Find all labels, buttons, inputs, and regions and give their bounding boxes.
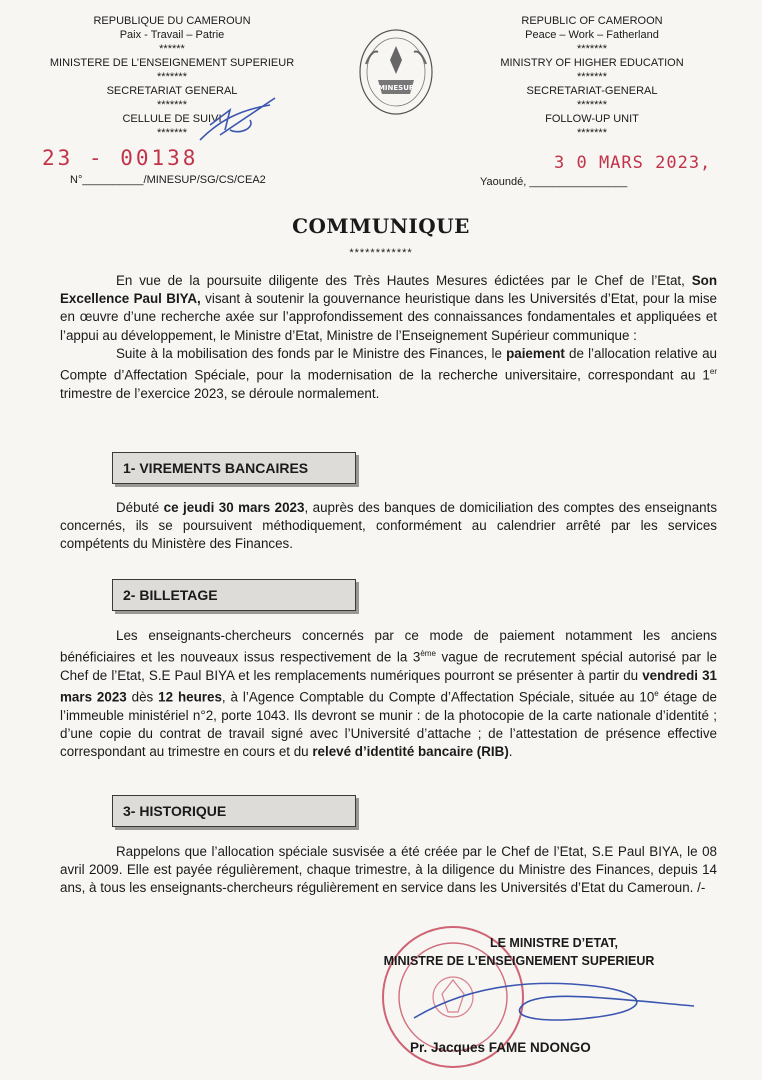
ministry-en: MINISTRY OF HIGHER EDUCATION [500,57,684,69]
separator: ******* [157,71,187,83]
motto-en: Peace – Work – Fatherland [525,29,659,41]
country-en: REPUBLIC OF CAMEROON [521,15,663,27]
section-heading-virements: 1- VIREMENTS BANCAIRES [112,452,356,484]
reference-stamp-number: 23 - 00138 [42,146,199,170]
separator: ******* [577,71,607,83]
intro-paragraph: En vue de la poursuite diligente des Très Hautes Mesures édictées par le Chef de l’Etat, Son Excellence Paul BIYA, visant à soutenir la gouvernance heuristique dans les Universités d’Etat, pour la mise en œuvre d’une recherche axée sur l’approfondissement des connaissances fondamentales et appliquées et l’appui au développement, le Ministre d’Etat, Ministre de l’Enseignement Supérieur communique : [60,273,717,343]
place-date-line: Yaoundé, ________________ [480,176,628,188]
section-heading-billetage: 2- BILLETAGE [112,579,356,611]
signatory-name: Pr. Jacques FAME NDONGO [410,1040,591,1055]
section-virements-text: Débuté ce jeudi 30 mars 2023, auprès des banques de domiciliation des comptes des enseignants concernés, ils se poursuivent méthodiquement, conformément au calendrier arrêté par les services compétents du Ministère des Finances. [60,500,718,552]
country-fr: REPUBLIQUE DU CAMEROUN [93,15,251,27]
separator: ****** [159,43,185,55]
section-heading-historique: 3- HISTORIQUE [112,795,356,827]
unit-en: FOLLOW-UP UNIT [545,113,639,125]
separator: ******* [157,99,187,111]
date-stamp: 3 0 MARS 2023, [554,153,712,173]
separator: ******* [157,127,187,139]
intro-block [60,272,717,403]
minister-title [354,934,684,970]
minister-title-line2: MINISTRE DE L’ENSEIGNEMENT SUPERIEUR [383,954,655,968]
section-billetage-text: Les enseignants-chercheurs concernés par ce mode de paiement notamment les anciens bénéficiaires et les nouveaux issus respectivement de la 3ème vague de recrutement spécial autorisé par le Chef de l’Etat, S.E Paul BIYA et les remplacements numériques pourront se présenter à partir du vendredi 31 mars 2023 dès 12 heures, à l’Agence Comptable du Compte d’Affectation Spéciale, située au 10e étage de l’immeuble ministériel n°2, porte 1043. Ils devront se munir : de la photocopie de la carte nationale d’identité ; d’une copie du contrat de travail signé avec l’Université d’attache ; de l’attestation de présence effective correspondant au trimestre en cours et du relevé d’identité bancaire (RIB). [60,628,717,760]
unit-fr: CELLULE DE SUIVI [122,113,222,125]
section-historique-text: Rappelons que l’allocation spéciale susvisée a été créée par le Chef de l’Etat, S.E Paul BIYA, le 08 avril 2009. Elle est payée régulièrement, chaque trimestre, à la diligence du Ministre des Finances, depuis 14 ans, à tous les enseignants-chercheurs régulièrement en service dans les Universités d’Etat du Cameroun. /- [60,844,717,896]
paraphe-scribble [180,90,290,150]
title-stars: ************ [349,247,413,259]
minesup-seal-icon [356,24,436,124]
ministry-fr: MINISTERE DE L’ENSEIGNEMENT SUPERIEUR [49,57,295,69]
payment-paragraph: Suite à la mobilisation des fonds par le Ministre des Finances, le paiement de l’allocation relative au Compte d’Affectation Spéciale, pour la modernisation de la recherche universitaire, correspondant au 1er trimestre de l’exercice 2023, se déroule normalement. [60,345,717,401]
document-title: COMMUNIQUE [292,214,470,238]
separator: ******* [577,127,607,139]
secretariat-en: SECRETARIAT-GENERAL [526,85,658,97]
secretariat-fr: SECRETARIAT GENERAL [106,85,238,97]
motto-fr: Paix - Travail – Patrie [119,29,225,41]
header-right [462,14,722,140]
handwritten-signature [404,968,704,1048]
separator: ******* [577,99,607,111]
separator: ******* [577,43,607,55]
reference-line: N°__________/MINESUP/SG/CS/CEA2 [70,174,266,186]
logo-text: MINESUP [377,84,415,92]
minister-title-line1: LE MINISTRE D’ETAT, [489,936,618,950]
